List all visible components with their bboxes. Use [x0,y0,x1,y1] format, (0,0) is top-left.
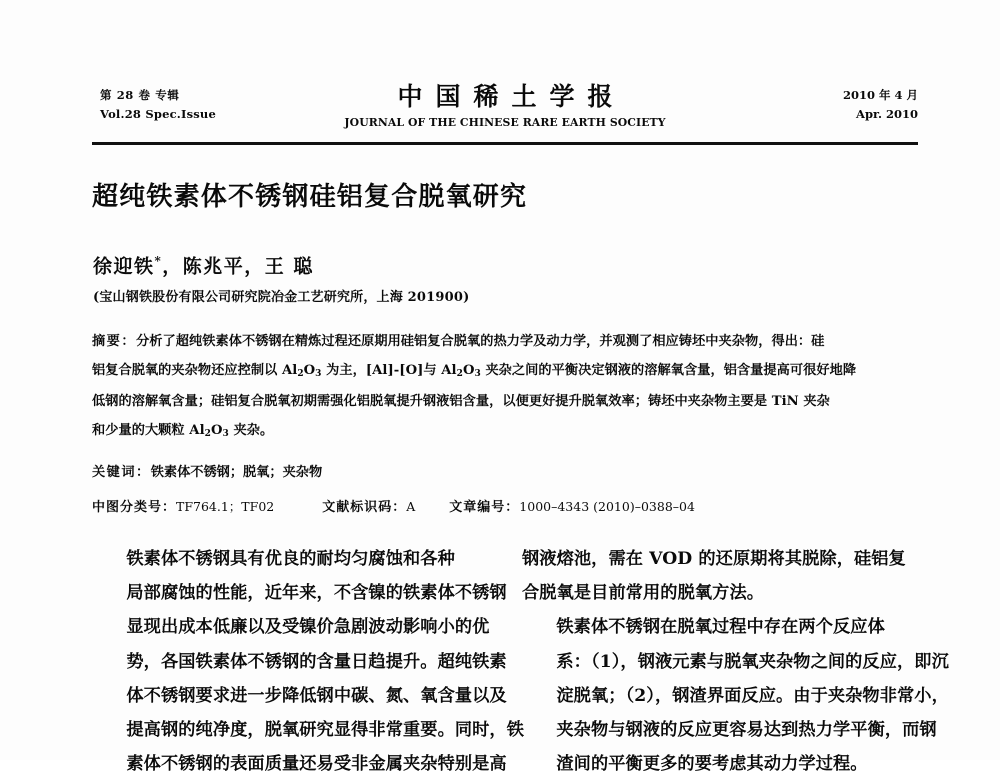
subscript: 2 [456,368,463,379]
abstract-line-1 [92,328,922,357]
abstract-text-2e: 夹杂之间的平衡决定钢液的溶解氧含量，铝含量提高可很好地降 [480,362,857,378]
body-column-right [522,542,949,781]
body-line: 势，各国铁素体不锈钢的含量日趋提升。超纯铁素 [126,651,507,672]
author-first: 徐迎铁 [93,255,155,278]
article-authors [93,248,314,279]
abstract-line-2 [92,357,922,389]
date-cn: 2010 年 4 月 [842,88,918,102]
journal-title-en: JOURNAL OF THE CHINESE RARE EARTH SOCIETY [344,115,666,129]
volume-cn: 第 28 卷 专辑 [100,88,180,102]
doc-code-label: 文献标识码： [322,500,407,515]
article-number-label: 文章编号： [449,500,520,515]
abstract-block [92,328,922,448]
abstract-text-4a: 和少量的大颗粒 Al [92,422,205,438]
classification-row [92,496,922,519]
article-affiliation: (宝山钢铁股份有限公司研究院冶金工艺研究所，上海 201900) [93,290,470,305]
body-line: 显现出成本低廉以及受镍价急剧波动影响小的优 [126,617,490,638]
abstract-text-1: 分析了超纯铁素体不锈钢在精炼过程还原期用硅铝复合脱氧的热力学及动力学，并观测了相应铸坯中夹杂物，得出：硅 [136,334,825,349]
body-line: 提高钢的纯净度，脱氧研究显得非常重要。同时，铁 [126,720,525,741]
body-line: 合脱氧是目前常用的脱氧方法。 [522,583,765,604]
body-line: 夹杂物与钢液的反应更容易达到热力学平衡，而钢 [556,720,937,741]
abstract-text-2a: 铝复合脱氧的夹杂物还应控制以 Al [92,362,298,378]
author-footnote-marker: * [154,254,163,268]
keywords-label: 关键词： [92,465,151,480]
abstract-text-2b: O [303,362,316,378]
subscript: 3 [222,428,229,439]
subscript: 2 [204,428,211,439]
abstract-label: 摘要： [92,334,137,349]
date-en: Apr. 2010 [856,107,918,121]
body-line: 淀脱氧；（2），钢渣界面反应。由于夹杂物非常小， [556,685,949,706]
abstract-text-4b: O [210,422,223,438]
article-title: 超纯铁素体不锈钢硅铝复合脱氧研究 [92,182,528,212]
paragraph [92,542,525,781]
body-line: 系：（1），钢液元素与脱氧夹杂物之间的反应，即沉 [556,651,949,672]
body-line: 体不锈钢要求进一步降低钢中碳、氮、氧含量以及 [126,685,507,706]
paragraph [522,542,912,610]
subscript: 3 [315,368,322,379]
abstract-line-4 [92,417,922,449]
masthead-journal-block [92,80,918,130]
keywords-row [92,462,322,484]
volume-en: Vol.28 Spec.Issue [100,107,216,121]
journal-title-cn: 中国稀土学报 [397,82,626,111]
abstract-text-4c: 夹杂。 [228,422,274,438]
body-line: 局部腐蚀的性能，近年来，不含镍的铁素体不锈钢 [126,583,507,604]
keywords-value: 铁素体不锈钢；脱氧；夹杂物 [150,465,323,480]
abstract-text-2d: O [462,362,475,378]
body-line: 铁素体不锈钢在脱氧过程中存在两个反应体 [556,617,885,638]
article-number-value: 1000–4343 (2010)–0388–04 [519,499,695,514]
body-line: 铁素体不锈钢具有优良的耐均匀腐蚀和各种 [126,549,455,569]
subscript: 2 [297,368,304,379]
body-line: 钢液熔池，需在 VOD 的还原期将其脱除，硅铝复 [522,549,906,569]
abstract-line-3: 低钢的溶解氧含量；硅铝复合脱氧初期需强化铝脱氧提升钢液铝含量，以便更好提升脱氧效率；铸坯中夹杂物主要是 TiN 夹杂 [92,394,830,410]
body-line: 渣间的平衡更多的要考虑其动力学过程。 [556,754,868,775]
body-line: 素体不锈钢的表面质量还易受非金属夹杂特别是高 [126,754,507,775]
clc-label: 中图分类号： [92,500,177,515]
subscript: 3 [474,368,481,379]
author-rest: ，陈兆平，王 聪 [162,255,314,278]
paragraph [522,610,949,781]
body-column-left [92,542,525,781]
masthead-divider [92,142,918,145]
clc-value: TF764.1；TF02 [176,499,275,514]
abstract-text-2c: 为主，[Al]-[O]与 Al [321,362,457,378]
masthead-date-block [843,86,918,124]
doc-code-value: A [406,499,416,514]
masthead [92,82,918,144]
